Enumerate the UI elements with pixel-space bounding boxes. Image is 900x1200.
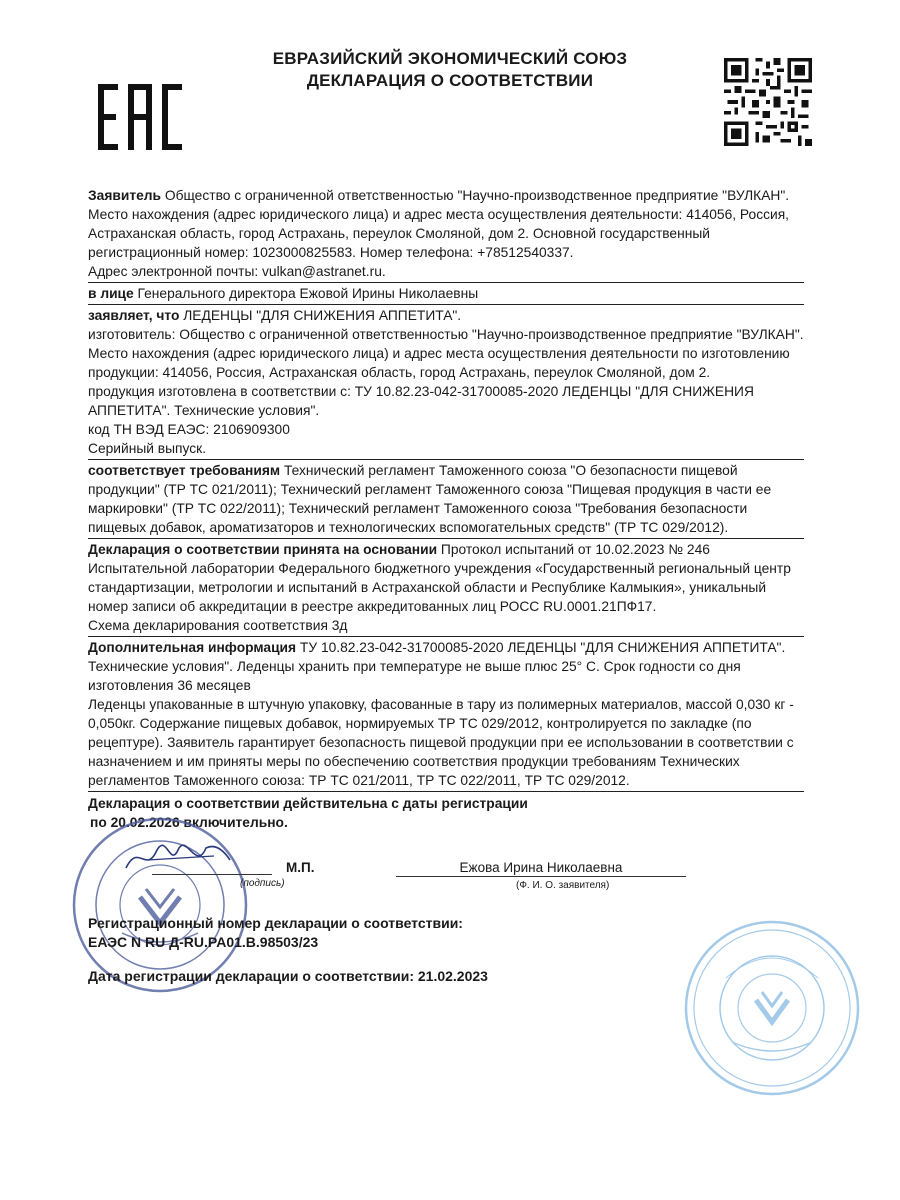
declares-text: ЛЕДЕНЦЫ "ДЛЯ СНИЖЕНИЯ АППЕТИТА".: [179, 308, 462, 323]
basis-text: Протокол испытаний от 10.02.2023 № 246 Испытательной лаборатории Федерального бюджетного учреждения «Государственный региональный центр стандартизации, метрологии и испытаний в Астраханской области и Республике Калмыкия», уникальный номер записи об аккредитации в реестре аккредитованных лиц РОСС RU.0001.21ПФ17.: [88, 542, 791, 614]
registration-number-label: Регистрационный номер декларации о соответствии:: [88, 915, 463, 931]
applicant-address: Место нахождения (адрес юридического лица) и адрес места осуществления деятельности: 414056, Россия, Астраханская область, город Астрахань, переулок Смоляной, дом 2. Основной государственный регистрационный номер: 1023000825583. Номер телефона: +78512540337.: [88, 207, 789, 260]
additional-label: Дополнительная информация: [88, 640, 297, 655]
applicant-email: Адрес электронной почты: vulkan@astranet.ru.: [88, 264, 386, 279]
registration-number: ЕАЭС N RU Д-RU.PA01.B.98503/23: [88, 934, 319, 950]
declares-label: заявляет, что: [88, 308, 180, 323]
registration-number-block: [88, 914, 463, 952]
applicant-name: Ежова Ирина Николаевна: [396, 860, 686, 877]
declares-section: [88, 306, 804, 460]
basis-label: Декларация о соответствии принята на основании: [88, 542, 438, 557]
applicant-text: Общество с ограниченной ответственностью "Научно-производственное предприятие "ВУЛКАН".: [161, 188, 790, 203]
basis-section: [88, 540, 804, 637]
eac-logo: [98, 84, 182, 150]
tnved-code: код ТН ВЭД ЕАЭС: 2106909300: [88, 422, 290, 437]
complies-section: [88, 461, 804, 539]
represented-text: Генерального директора Ежовой Ирины Николаевны: [133, 286, 479, 301]
represented-label: в лице: [88, 286, 134, 301]
stamp-place-label: М.П.: [286, 860, 315, 875]
header-line-1: ЕВРАЗИЙСКИЙ ЭКОНОМИЧЕСКИЙ СОЮЗ: [272, 49, 628, 68]
applicant-name-caption: (Ф. И. О. заявителя): [516, 880, 610, 891]
signature-row: [88, 854, 804, 894]
serial-text: Серийный выпуск.: [88, 441, 207, 456]
produced-text: продукция изготовлена в соответствии с: ТУ 10.82.23-042-31700085-2020 ЛЕДЕНЦЫ "ДЛЯ СНИЖЕНИЯ АППЕТИТА". Технические условия".: [88, 384, 754, 418]
document-header: [240, 48, 660, 92]
qr-code-icon[interactable]: [724, 58, 812, 146]
validity-line-2: по 20.02.2026 включительно.: [90, 815, 288, 830]
declaration-body: [88, 186, 804, 832]
scheme-text: Схема декларирования соответствия 3д: [88, 618, 348, 633]
registration-date: Дата регистрации декларации о соответствии: 21.02.2023: [88, 968, 488, 984]
manufacturer-text: изготовитель: Общество с ограниченной ответственностью "Научно-производственное предприятие "ВУЛКАН". Место нахождения (адрес юридического лица) и адрес места осуществления деятельности по изготовлению продукции: 414056, Россия, Астраханская область, город Астрахань, переулок Смоляной, дом 2.: [88, 327, 804, 380]
header-line-2: ДЕКЛАРАЦИЯ О СООТВЕТСТВИИ: [306, 71, 594, 90]
complies-text: Технический регламент Таможенного союза "О безопасности пищевой продукции" (ТР ТС 021/2011); Технический регламент Таможенного союза "Пищевая продукция в части ее маркировки" (ТР ТС 022/2011); Технический регламент Таможенного союза "Требования безопасности пищевых добавок, ароматизаторов и технологических вспомогательных средств" (ТР ТС 029/2012).: [88, 463, 772, 535]
certification-seal-right: [682, 918, 862, 1098]
additional-section: [88, 638, 804, 792]
signature-caption: (подпись): [240, 878, 285, 889]
applicant-section: [88, 186, 804, 283]
validity-line-1: Декларация о соответствии действительна с даты регистрации: [88, 796, 528, 811]
signature-line: [152, 874, 272, 875]
applicant-label: Заявитель: [88, 188, 162, 203]
complies-label: соответствует требованиям: [88, 463, 281, 478]
represented-section: [88, 284, 804, 305]
packaging-text: Леденцы упакованные в штучную упаковку, фасованные в тару из полимерных материалов, массой 0,030 кг - 0,050кг. Содержание пищевых добавок, нормируемых ТР ТС 029/2012, контролируется по закладке (по рецептуре). Заявитель гарантирует безопасность пищевой продукции при ее использовании в соответствии с назначением и им приняты меры по обеспечению соответствия продукции требованиям Технических регламентов Таможенного союза: ТР ТС 021/2011, ТР ТС 022/2011, ТР ТС 029/2012.: [88, 697, 794, 788]
additional-text: ТУ 10.82.23-042-31700085-2020 ЛЕДЕНЦЫ "ДЛЯ СНИЖЕНИЯ АППЕТИТА". Технические условия". Леденцы хранить при температуре не выше плюс 25° С. Срок годности со дня изготовления 36 месяцев: [88, 640, 786, 693]
